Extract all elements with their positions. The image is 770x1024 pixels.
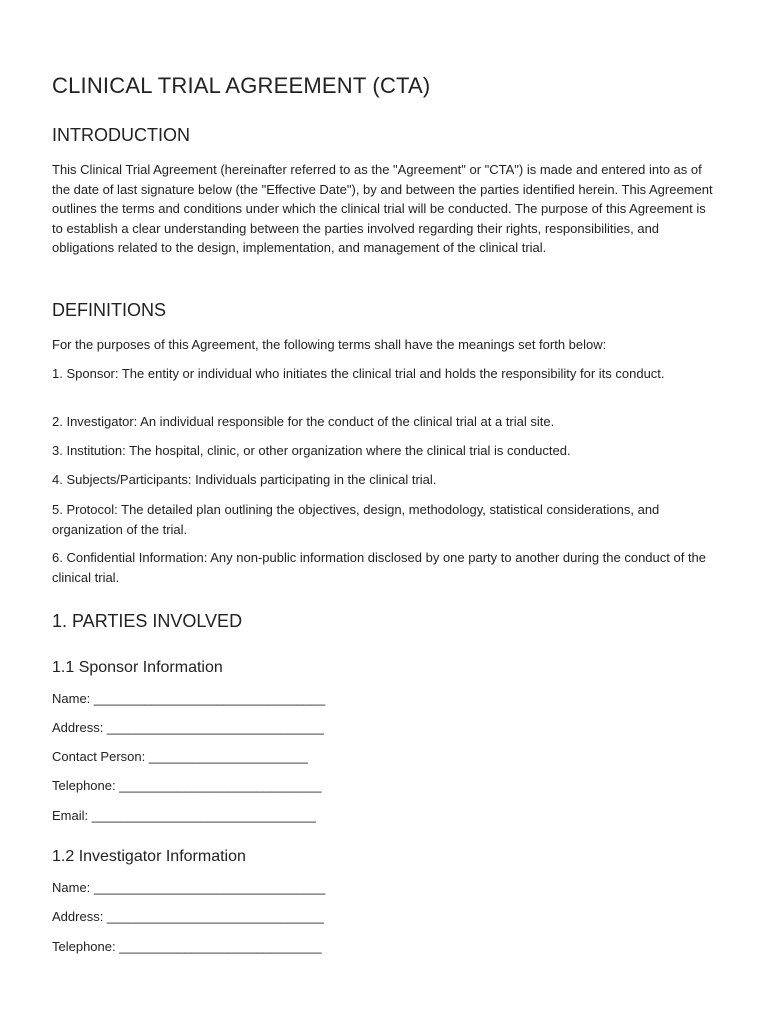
definition-item-protocol: 5. Protocol: The detailed plan outlining the objectives, design, methodology, statistical considerations, and organization of the trial.	[52, 502, 660, 537]
definition-item-sponsor: 1. Sponsor: The entity or individual who initiates the clinical trial and holds the responsibility for its conduct.	[52, 366, 665, 381]
sponsor-telephone-field: Telephone: ____________________________	[52, 778, 322, 793]
sponsor-email-field: Email: _______________________________	[52, 808, 316, 823]
definition-item-institution: 3. Institution: The hospital, clinic, or other organization where the clinical trial is conducted.	[52, 443, 571, 458]
introduction-heading: INTRODUCTION	[52, 125, 190, 145]
sponsor-address-field: Address: ______________________________	[52, 720, 324, 735]
investigator-info-heading: 1.2 Investigator Information	[52, 848, 246, 865]
investigator-address-field: Address: ______________________________	[52, 909, 324, 924]
parties-heading: 1. PARTIES INVOLVED	[52, 611, 243, 631]
sponsor-info-heading: 1.1 Sponsor Information	[52, 659, 223, 676]
introduction-paragraph: This Clinical Trial Agreement (hereinafter referred to as the "Agreement" or "CTA") is made and entered into as of the date of last signature below (the "Effective Date"), by and between the parties identified herein. This Agreement outlines the terms and conditions under which the clinical trial will be conducted. The purpose of this Agreement is to establish a clear understanding between the parties involved regarding their rights, responsibilities, and obligations related to the design, implementation, and management of the clinical trial.	[52, 162, 713, 255]
definitions-intro: For the purposes of this Agreement, the following terms shall have the meanings set forth below:	[52, 337, 607, 352]
sponsor-name-field: Name: ________________________________	[52, 691, 326, 706]
investigator-name-field: Name: ________________________________	[52, 880, 326, 895]
investigator-telephone-field: Telephone: ____________________________	[52, 939, 322, 954]
definition-item-confidential-information: 6. Confidential Information: Any non-public information disclosed by one party to another during the conduct of the clinical trial.	[52, 550, 707, 585]
sponsor-contact-person-field: Contact Person: ______________________	[52, 749, 308, 764]
definitions-heading: DEFINITIONS	[52, 300, 167, 320]
definition-item-investigator: 2. Investigator: An individual responsible for the conduct of the clinical trial at a trial site.	[52, 414, 555, 429]
document-title: CLINICAL TRIAL AGREEMENT (CTA)	[52, 73, 431, 98]
definition-item-subjects: 4. Subjects/Participants: Individuals participating in the clinical trial.	[52, 472, 437, 487]
